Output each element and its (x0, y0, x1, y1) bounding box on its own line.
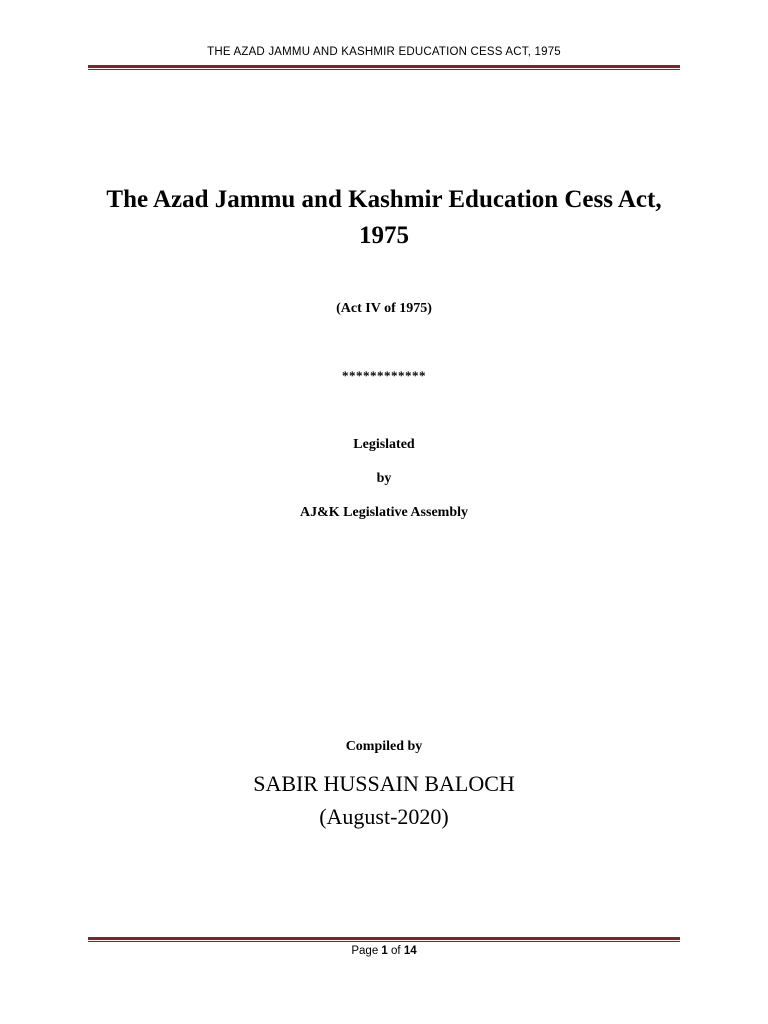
act-number: (Act IV of 1975) (336, 301, 432, 316)
page-word: Page (351, 945, 379, 957)
asterisk-separator: ************ (342, 368, 426, 383)
legislative-body: AJ&K Legislative Assembly (300, 505, 468, 520)
document-title-line-1: The Azad Jammu and Kashmir Education Cess Act, (106, 186, 662, 213)
footer-rule-thin (88, 941, 680, 942)
running-header: THE AZAD JAMMU AND KASHMIR EDUCATION CESS ACT, 1975 (207, 46, 561, 58)
footer-rule-thick (88, 937, 680, 940)
header-rule (88, 65, 680, 70)
header-rule-thin (88, 69, 680, 70)
current-page: 1 (381, 945, 388, 957)
footer-rule (88, 937, 680, 942)
of-word: of (391, 945, 401, 957)
compilation-date: (August-2020) (319, 804, 449, 829)
document-title (60, 182, 708, 254)
header-rule-thick (88, 65, 680, 68)
document-title-line-2: 1975 (359, 222, 409, 249)
page-number (0, 945, 768, 957)
compiled-by-label: Compiled by (345, 739, 423, 754)
legislated-label: Legislated (353, 437, 415, 452)
compiler-name: SABIR HUSSAIN BALOCH (253, 771, 515, 796)
by-label: by (376, 471, 392, 486)
total-pages: 14 (403, 945, 417, 957)
